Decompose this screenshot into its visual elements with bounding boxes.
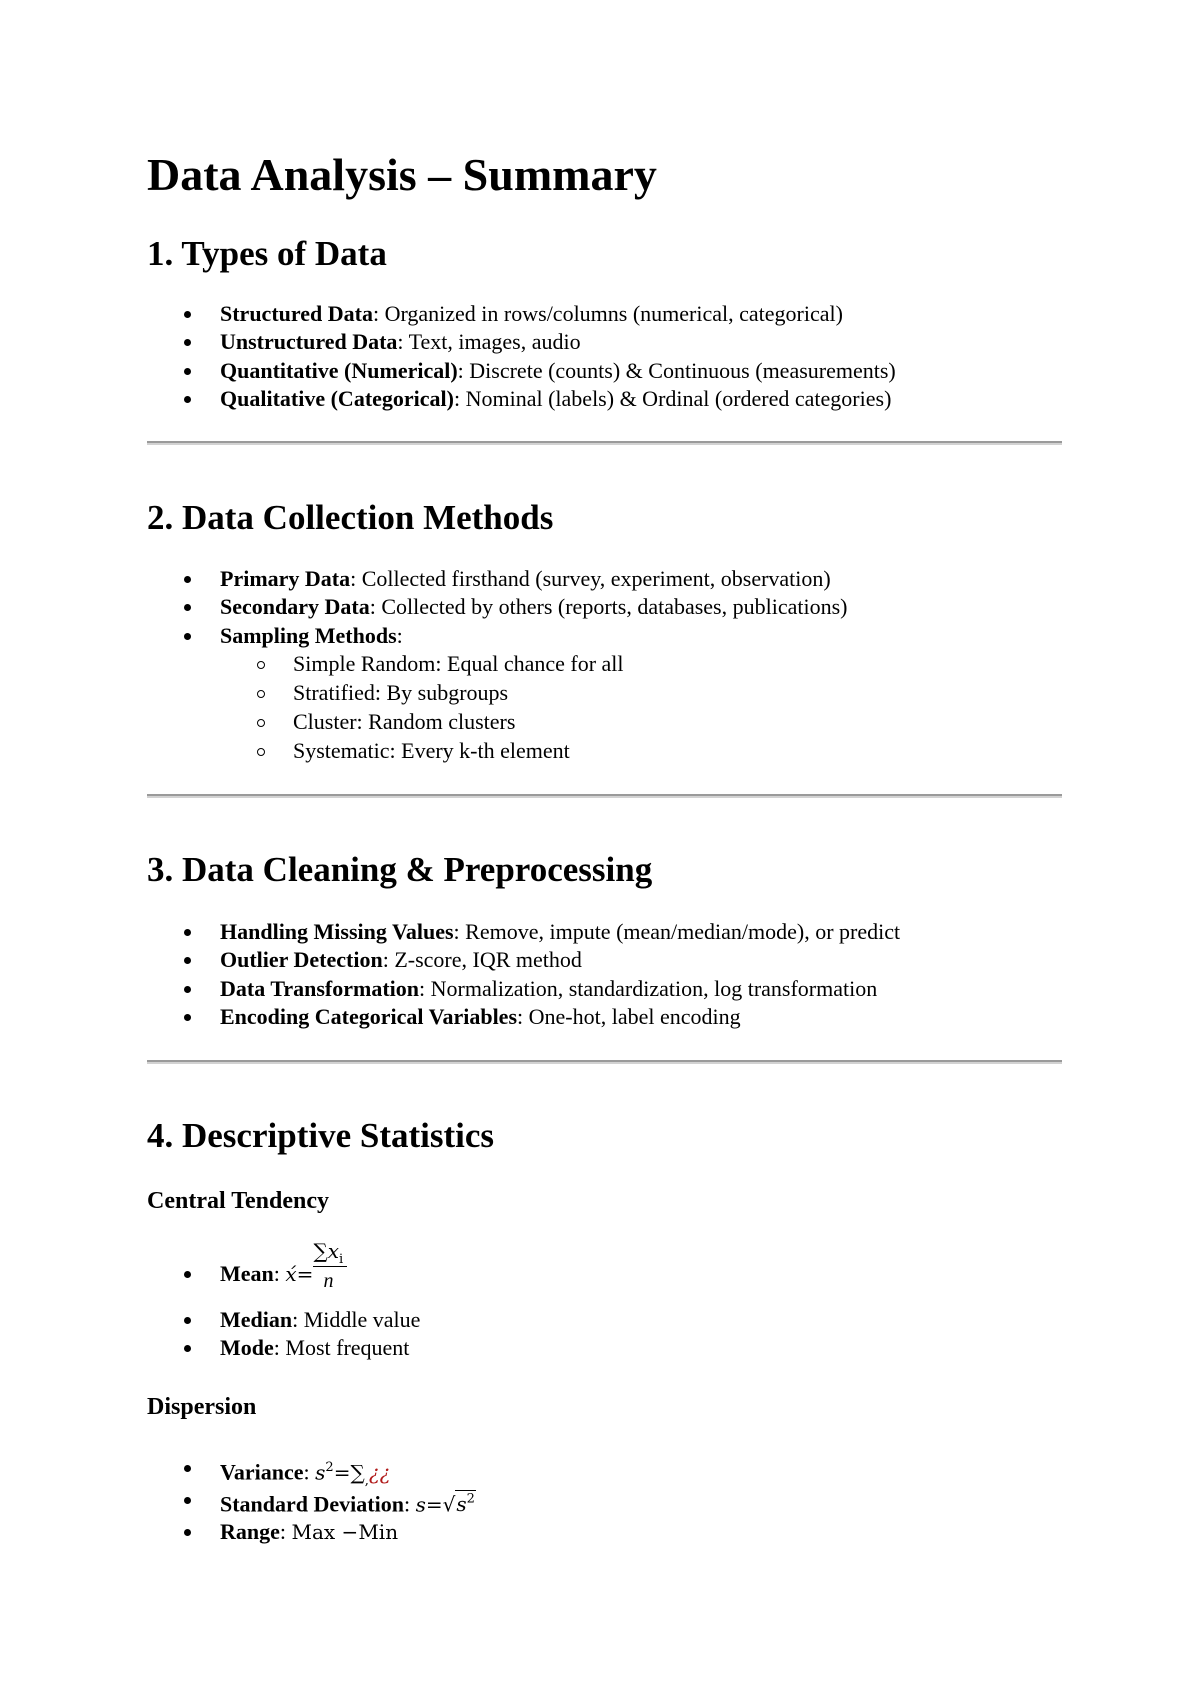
std-dev-formula-lhs: s [415,1492,426,1517]
sum-symbol: ∑ [350,1460,365,1485]
bullet-icon [184,396,191,403]
list-item [0,1306,420,1334]
bullet-icon [184,1317,191,1324]
list-item-variance [0,1454,476,1489]
mean-formula-fraction [313,1239,349,1292]
list-item [0,565,847,593]
variance-formula-lhs: s [315,1460,326,1485]
list-item-separator: : [279,1519,292,1544]
list-item-term: Median [220,1307,293,1332]
data-cleaning-list [0,918,900,1031]
list-item-term: Encoding Categorical Variables [220,1003,518,1029]
subheading-dispersion: Dispersion [147,1394,257,1420]
list-item-term: Sampling Methods [220,622,397,648]
dispersion-list [0,1454,476,1546]
list-item-range [0,1518,476,1546]
section-heading-types-of-data: 1. Types of Data [147,234,387,273]
list-item [0,328,896,356]
list-item-text: : Remove, impute (mean/median/mode), or predict [453,919,901,944]
list-item [0,622,847,650]
list-item-term: Primary Data [220,566,351,591]
central-tendency-list [0,1239,421,1363]
list-item-text: : Normalization, standardization, log transformation [419,975,878,1001]
sum-symbol: ∑ [313,1239,328,1263]
list-item-standard-deviation [0,1486,476,1518]
section-divider [147,441,1062,445]
sub-list-item [0,650,624,679]
list-item-mean [0,1239,420,1306]
section-heading-descriptive-statistics: 4. Descriptive Statistics [147,1116,495,1155]
bullet-icon [184,1465,191,1472]
list-item-separator: : [273,1261,286,1286]
bullet-icon [184,339,191,346]
variance-exponent: 2 [325,1460,334,1475]
bullet-icon [184,957,191,964]
sub-list-item-text: Cluster: Random clusters [293,709,516,734]
sub-list-item [0,708,624,737]
list-item-term: Handling Missing Values [220,919,454,944]
sub-list-item [0,679,624,708]
subheading-central-tendency: Central Tendency [147,1188,330,1214]
list-item-term: Unstructured Data [220,329,398,355]
list-item-term: Outlier Detection [220,947,383,973]
mean-formula-lhs: x́ [285,1262,297,1286]
list-item [0,300,896,328]
list-item-text: : Collected firsthand (survey, experiment, observation) [350,566,831,591]
list-item-term: Mode [220,1335,274,1361]
bullet-icon [184,368,191,375]
list-item-term: Mean [220,1261,274,1286]
document-title: Data Analysis – Summary [147,149,657,200]
circle-bullet-icon [257,748,265,756]
data-collection-list [0,565,847,650]
circle-bullet-icon [257,661,265,669]
mean-formula-equals: = [296,1262,314,1286]
list-item-text: : Organized in rows/columns (numerical, categorical) [372,301,843,326]
range-formula: Max −Min [291,1520,399,1544]
section-heading-data-cleaning: 3. Data Cleaning & Preprocessing [147,850,653,889]
bullet-icon [184,604,191,611]
sub-list-item-text: Stratified: By subgroups [293,680,509,705]
sum-subscript: , [364,1473,369,1489]
square-root [443,1486,476,1518]
sub-list-item [0,737,624,766]
variance-formula-equals: = [333,1460,351,1485]
list-item [0,385,896,413]
sub-list-item-text: Simple Random: Equal chance for all [293,651,624,676]
section-heading-data-collection: 2. Data Collection Methods [147,498,554,537]
list-item-text: : Middle value [292,1307,421,1332]
bullet-icon [184,576,191,583]
list-item-text: : Z-score, IQR method [382,947,582,973]
list-item-text: : Nominal (labels) & Ordinal (ordered categories) [454,385,892,411]
list-item-text: : Collected by others (reports, databases, publications) [369,594,848,620]
list-item [0,1334,420,1362]
list-item-term: Secondary Data [220,594,370,620]
fraction-bar [313,1266,347,1267]
list-item-separator: : [403,1491,416,1517]
numerator-subscript: i [339,1252,344,1267]
list-item [0,975,900,1003]
bullet-icon [184,1014,191,1021]
std-dev-formula-equals: = [425,1492,443,1517]
list-item-term: Data Transformation [220,975,420,1001]
radicand-variable: s [456,1492,467,1517]
list-item-term: Structured Data [220,301,373,326]
radicand-exponent: 2 [466,1492,475,1507]
list-item [0,918,900,946]
sampling-methods-sublist [0,650,624,766]
sub-list-item-text: Systematic: Every k-th element [293,738,570,763]
radical-symbol: √ [442,1492,456,1517]
list-item-text: : One-hot, label encoding [517,1003,741,1029]
numerator-variable: x [327,1239,339,1263]
list-item [0,946,900,974]
bullet-icon [184,1529,191,1536]
list-item [0,357,896,385]
list-item-term: Qualitative (Categorical) [220,385,454,411]
bullet-icon [184,1497,191,1504]
bullet-icon [184,986,191,993]
mean-formula-denominator: n [323,1270,334,1292]
list-item-term: Quantitative (Numerical) [220,357,458,383]
list-item-term: Variance [220,1459,304,1485]
broken-formula-glyphs: ¿¿ [368,1460,391,1485]
bullet-icon [184,1271,191,1278]
list-item [0,593,847,621]
bullet-icon [184,929,191,936]
bullet-icon [184,311,191,318]
list-item-text: : [396,622,403,648]
list-item-text: : Text, images, audio [397,329,581,355]
radicand [455,1490,476,1516]
circle-bullet-icon [257,719,265,727]
circle-bullet-icon [257,690,265,698]
types-of-data-list [0,300,896,413]
bullet-icon [184,1345,191,1352]
list-item-separator: : [303,1459,316,1485]
list-item-text: : Most frequent [273,1335,410,1361]
list-item-term: Standard Deviation [220,1491,404,1517]
list-item-text: : Discrete (counts) & Continuous (measurements) [457,357,896,383]
bullet-icon [184,633,191,640]
section-divider [147,794,1062,798]
list-item-term: Range [220,1519,280,1544]
list-item [0,1003,900,1031]
section-divider [147,1060,1062,1064]
